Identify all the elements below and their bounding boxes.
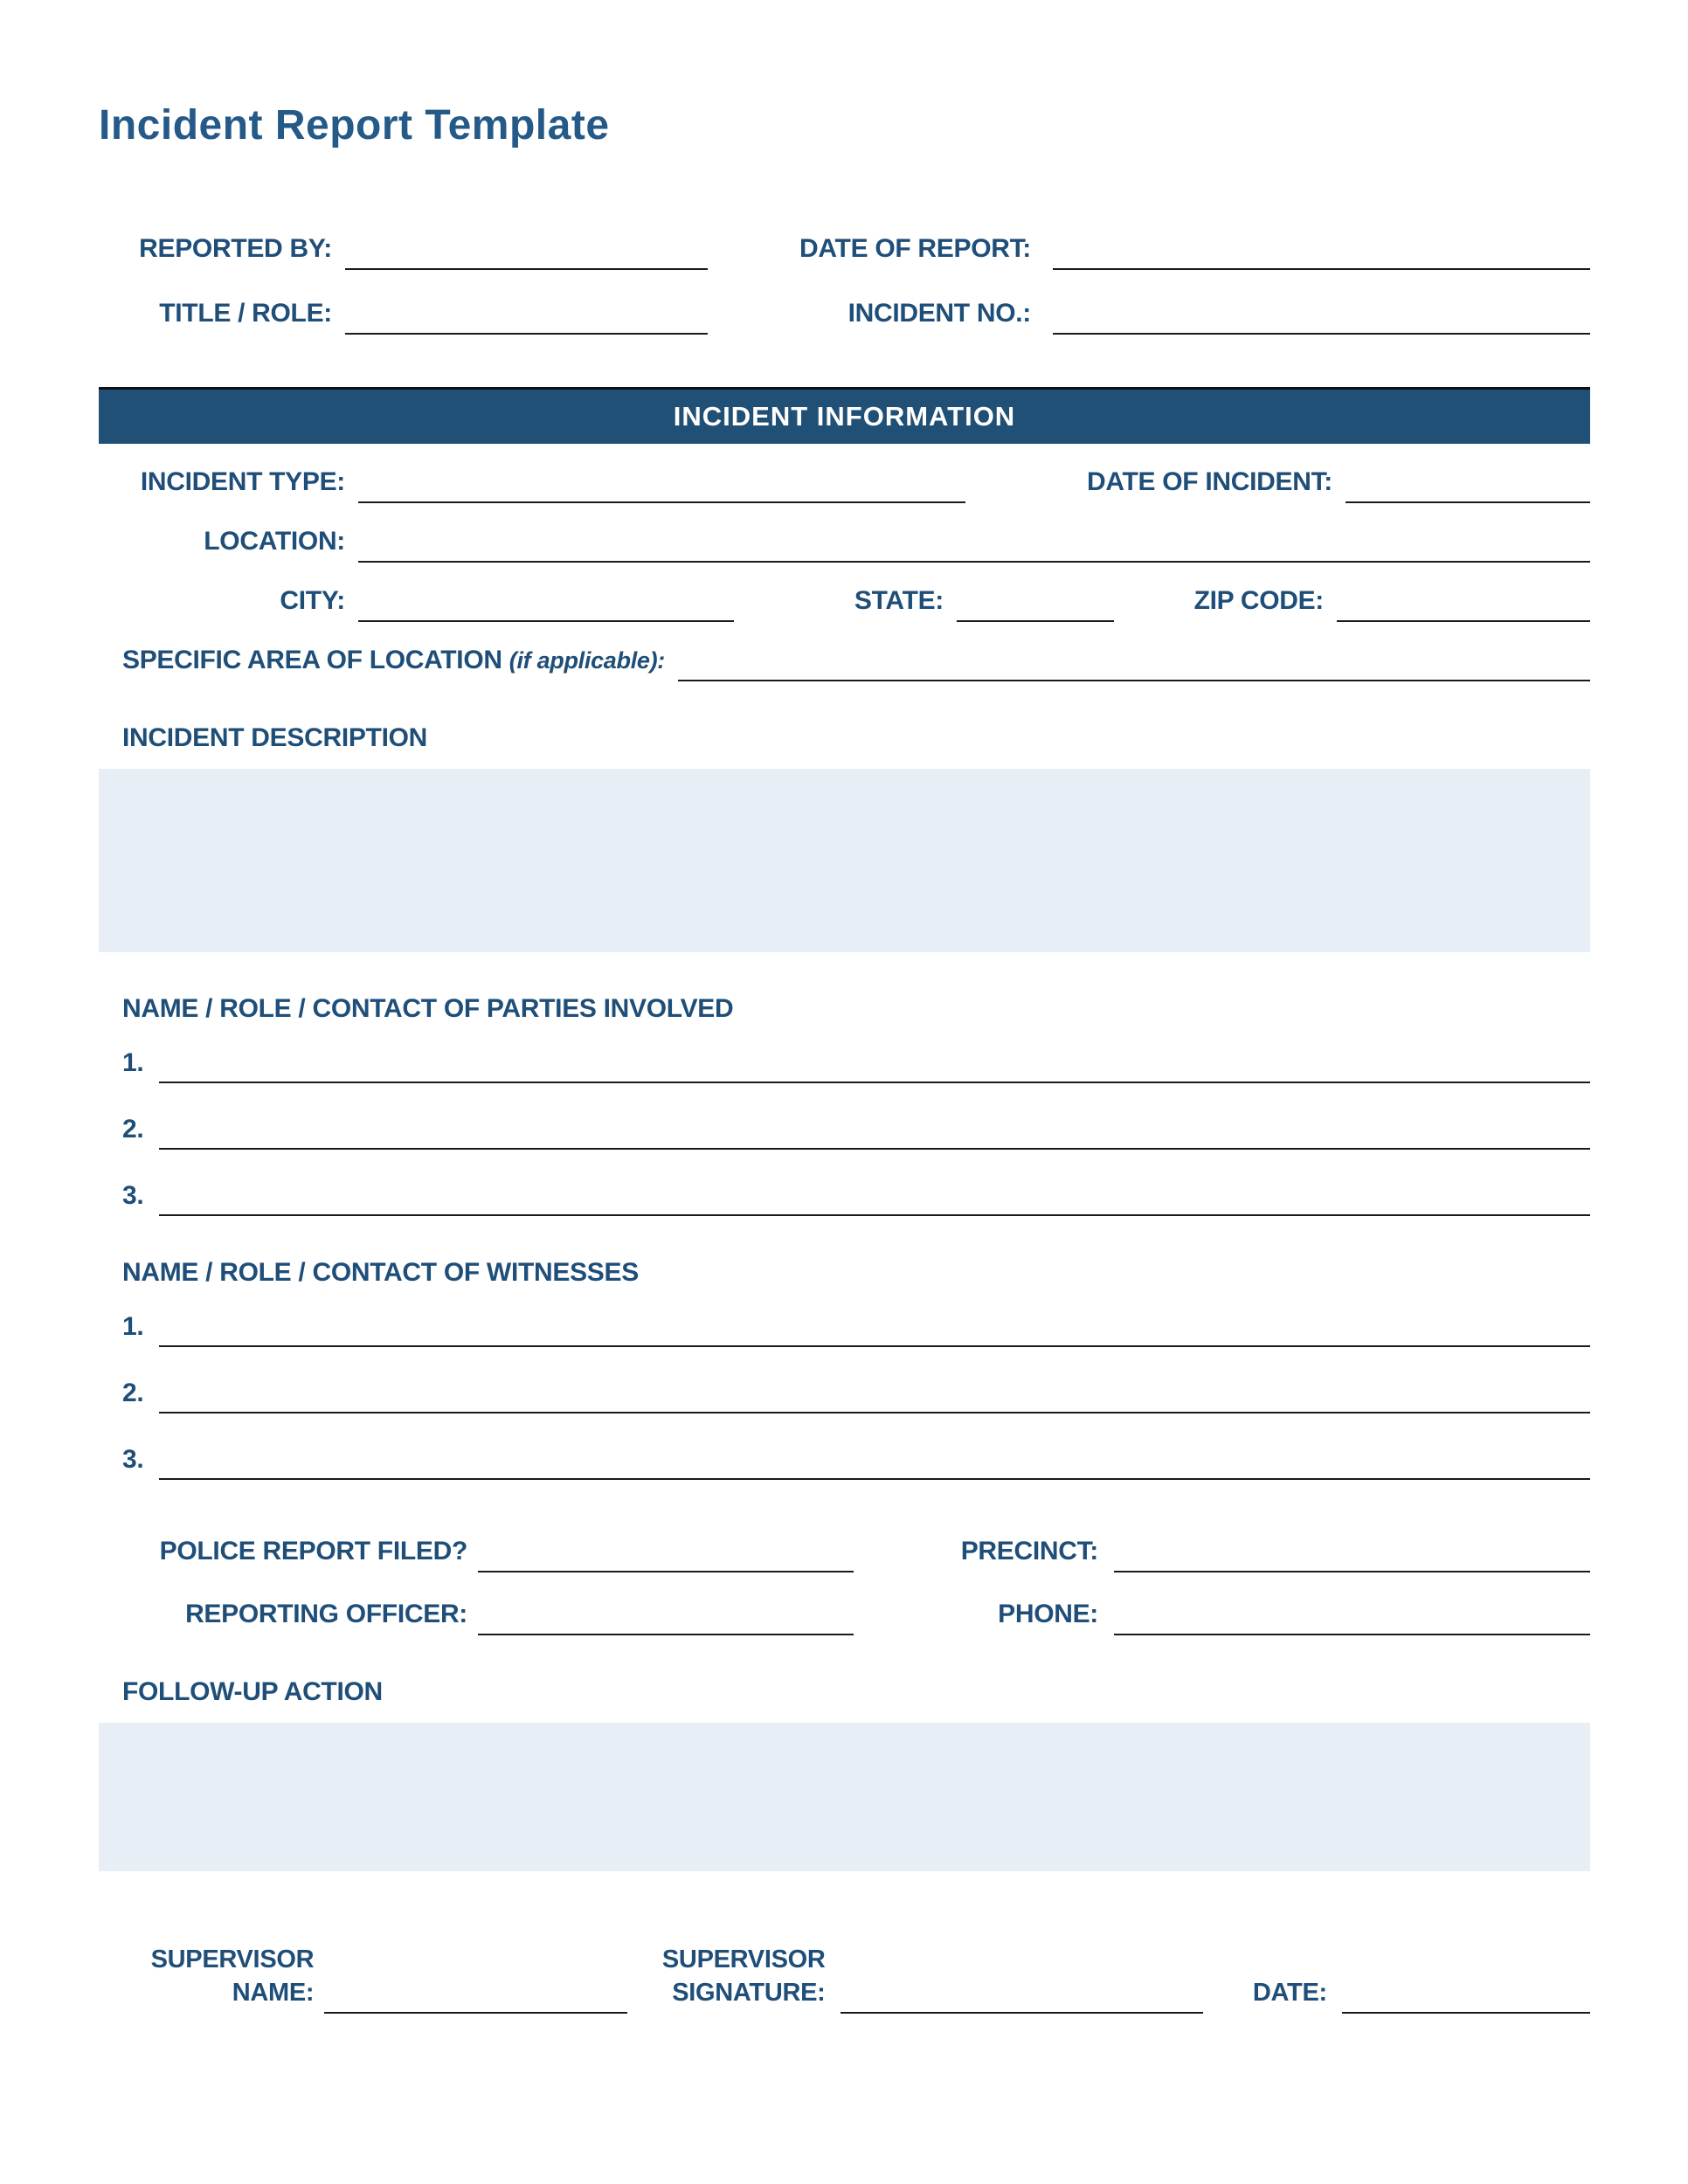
incident-no-label: INCIDENT NO.: (847, 299, 1031, 328)
party-row-3 (99, 1176, 1590, 1216)
witnesses-heading: NAME / ROLE / CONTACT OF WITNESSES (122, 1258, 639, 1287)
city-field[interactable] (358, 585, 734, 622)
incident-description-box[interactable] (99, 769, 1590, 952)
follow-up-action-box[interactable] (99, 1723, 1590, 1871)
parties-involved-heading: NAME / ROLE / CONTACT OF PARTIES INVOLVED (122, 994, 734, 1023)
incident-type-field[interactable] (358, 467, 965, 503)
incident-information-header-label: INCIDENT INFORMATION (673, 401, 1016, 432)
specific-area-field[interactable] (678, 645, 1590, 681)
witness-field-1[interactable] (159, 1307, 1590, 1347)
party-number-2: 2. (122, 1115, 144, 1144)
police-report-filed-field[interactable] (478, 1536, 854, 1572)
supervisor-name-field[interactable] (324, 1973, 627, 2014)
report-meta-section (99, 233, 1590, 335)
phone-field[interactable] (1114, 1599, 1590, 1635)
specific-area-note: (if applicable): (508, 647, 665, 674)
zip-code-field[interactable] (1337, 585, 1590, 622)
state-field[interactable] (957, 585, 1114, 622)
city-label: CITY: (280, 586, 345, 615)
parties-involved-list (99, 1043, 1590, 1216)
report-meta-row-1 (99, 233, 1590, 270)
reporting-officer-field[interactable] (478, 1599, 854, 1635)
police-report-row-1 (99, 1536, 1590, 1572)
party-number-3: 3. (122, 1181, 144, 1210)
incident-information-header (99, 387, 1590, 444)
location-field[interactable] (358, 526, 1590, 563)
incident-information-section (99, 467, 1590, 681)
incident-type-row (99, 467, 1590, 503)
zip-code-label: ZIP CODE: (1193, 586, 1324, 615)
precinct-field[interactable] (1114, 1536, 1590, 1572)
title-role-label: TITLE / ROLE: (159, 299, 332, 328)
city-state-zip-row (99, 585, 1590, 622)
specific-area-label: SPECIFIC AREA OF LOCATION (if applicable): (122, 646, 665, 674)
party-field-3[interactable] (159, 1176, 1590, 1216)
specific-area-row (99, 645, 1590, 681)
reported-by-label: REPORTED BY: (139, 234, 332, 263)
location-label: LOCATION: (204, 527, 345, 556)
party-field-1[interactable] (159, 1043, 1590, 1083)
incident-report-page (99, 0, 1590, 2014)
party-number-1: 1. (122, 1048, 144, 1077)
witness-row-3 (99, 1440, 1590, 1480)
date-of-incident-field[interactable] (1346, 467, 1590, 503)
date-of-report-label: DATE OF REPORT: (799, 234, 1031, 263)
incident-type-label: INCIDENT TYPE: (140, 467, 345, 496)
state-label: STATE: (854, 586, 944, 615)
witness-number-3: 3. (122, 1445, 144, 1474)
signoff-date-label: DATE: (1252, 1979, 1327, 2007)
incident-description-heading: INCIDENT DESCRIPTION (122, 723, 428, 752)
reporting-officer-label: REPORTING OFFICER: (185, 1600, 467, 1628)
witness-field-3[interactable] (159, 1440, 1590, 1480)
reported-by-field[interactable] (345, 233, 708, 270)
page-title: Incident Report Template (99, 102, 610, 149)
witness-number-1: 1. (122, 1312, 144, 1341)
report-meta-row-2 (99, 298, 1590, 335)
police-report-filed-label: POLICE REPORT FILED? (159, 1537, 467, 1565)
location-row (99, 526, 1590, 563)
police-report-row-2 (99, 1599, 1590, 1635)
police-report-section (99, 1536, 1590, 1635)
supervisor-signature-field[interactable] (841, 1973, 1204, 2014)
supervisor-signoff-row (99, 1943, 1590, 2014)
party-field-2[interactable] (159, 1109, 1590, 1150)
phone-label: PHONE: (998, 1600, 1098, 1628)
party-row-1 (99, 1043, 1590, 1083)
title-role-field[interactable] (345, 298, 708, 335)
party-row-2 (99, 1109, 1590, 1150)
witness-row-1 (99, 1307, 1590, 1347)
witnesses-list (99, 1307, 1590, 1480)
witness-row-2 (99, 1373, 1590, 1413)
follow-up-action-heading: FOLLOW-UP ACTION (122, 1677, 383, 1706)
incident-no-field[interactable] (1053, 298, 1590, 335)
precinct-label: PRECINCT: (960, 1537, 1098, 1565)
date-of-report-field[interactable] (1053, 233, 1590, 270)
witness-field-2[interactable] (159, 1373, 1590, 1413)
supervisor-name-label: SUPERVISOR NAME: (150, 1946, 315, 2007)
witness-number-2: 2. (122, 1379, 144, 1407)
date-of-incident-label: DATE OF INCIDENT: (1087, 467, 1332, 496)
supervisor-signature-label: SUPERVISOR SIGNATURE: (661, 1946, 826, 2007)
signoff-date-field[interactable] (1342, 1973, 1590, 2014)
